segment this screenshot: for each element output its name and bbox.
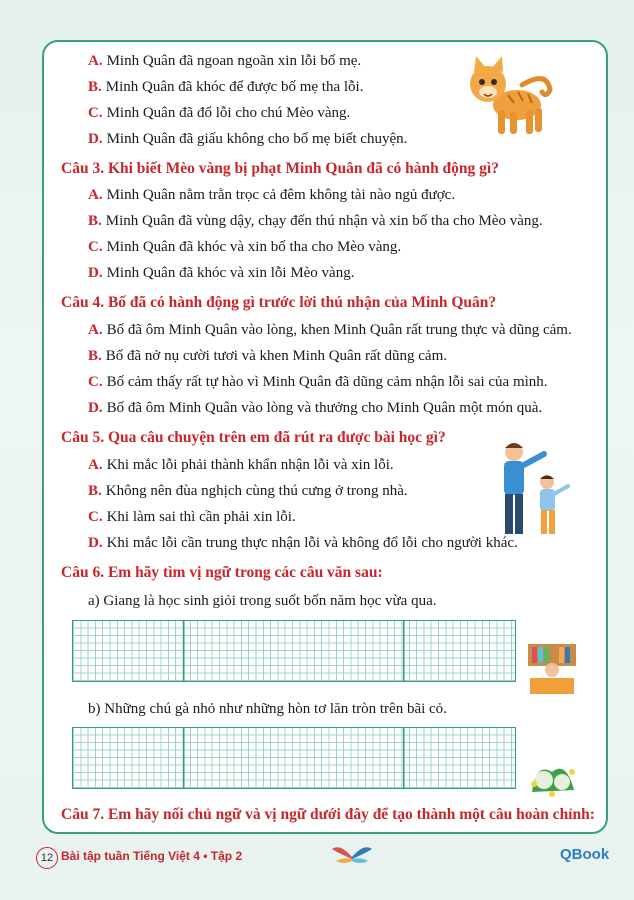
q6-sentence-a: a) Giang là học sinh giỏi trong suốt bốn năm học vừa qua. — [88, 593, 437, 609]
q4-option-a[interactable]: A. Bố đã ôm Minh Quân vào lòng, khen Minh Quân rất trung thực và dũng cảm. — [88, 322, 572, 338]
q5-option-a[interactable]: A. Khi mắc lỗi phải thành khẩn nhận lỗi và xin lỗi. — [88, 457, 394, 473]
q5-option-c[interactable]: C. Khi làm sai thì cần phải xin lỗi. — [88, 509, 296, 525]
page-number: 12 — [36, 847, 58, 869]
answer-grid-a[interactable] — [72, 620, 516, 682]
q4-option-d[interactable]: D. Bố đã ôm Minh Quân vào lòng và thưởng cho Minh Quân một món quà. — [88, 400, 543, 416]
question-6-title: Câu 6. Em hãy tìm vị ngữ trong các câu văn sau: — [61, 564, 383, 581]
answer-grid-b[interactable] — [72, 727, 516, 789]
wings-logo-icon — [330, 843, 374, 869]
q2-option-a[interactable]: A. Minh Quân đã ngoan ngoãn xin lỗi bố mẹ. — [88, 53, 362, 69]
question-7-title: Câu 7. Em hãy nối chủ ngữ và vị ngữ dưới đây để tạo thành một câu hoàn chỉnh: — [61, 806, 595, 823]
q3-option-b[interactable]: B. Minh Quân đã vùng dậy, chạy đến thú nhận và xin bố tha cho Mèo vàng. — [88, 213, 543, 229]
q6-sentence-b: b) Những chú gà nhỏ như những hòn tơ lăn tròn trên bãi cỏ. — [88, 701, 447, 717]
father-son-illustration — [492, 438, 582, 538]
q3-option-c[interactable]: C. Minh Quân đã khóc và xin bố tha cho Mèo vàng. — [88, 239, 402, 255]
study-desk-illustration — [526, 640, 578, 696]
q2-option-c[interactable]: C. Minh Quân đã đổ lỗi cho chú Mèo vàng. — [88, 105, 351, 121]
q5-option-b[interactable]: B. Không nên đùa nghịch cùng thú cưng ở trong nhà. — [88, 483, 408, 499]
q3-option-a[interactable]: A. Minh Quân nằm trằn trọc cả đêm không tài nào ngủ được. — [88, 187, 456, 203]
q5-option-d[interactable]: D. Khi mắc lỗi cần trung thực nhận lỗi và không đổ lỗi cho người khác. — [88, 535, 518, 551]
q4-option-b[interactable]: B. Bố đã nở nụ cười tươi và khen Minh Quân rất dũng cảm. — [88, 348, 448, 364]
plant-illustration — [522, 742, 584, 800]
q2-option-b[interactable]: B. Minh Quân đã khóc để được bố mẹ tha lỗi. — [88, 79, 364, 95]
question-3-title: Câu 3. Khi biết Mèo vàng bị phạt Minh Quân đã có hành động gì? — [61, 160, 499, 177]
book-title: Bài tập tuần Tiếng Việt 4 • Tập 2 — [61, 849, 243, 863]
question-5-title: Câu 5. Qua câu chuyện trên em đã rút ra được bài học gì? — [61, 429, 446, 446]
q2-option-d[interactable]: D. Minh Quân đã giấu không cho bố mẹ biết chuyện. — [88, 131, 408, 147]
question-4-title: Câu 4. Bố đã có hành động gì trước lời thú nhận của Minh Quân? — [61, 294, 497, 311]
q3-option-d[interactable]: D. Minh Quân đã khóc và xin lỗi Mèo vàng. — [88, 265, 355, 281]
cat-illustration — [462, 50, 554, 140]
qbook-logo: QBook — [560, 846, 610, 863]
q4-option-c[interactable]: C. Bố cảm thấy rất tự hào vì Minh Quân đã dũng cảm nhận lỗi sai của mình. — [88, 374, 548, 390]
